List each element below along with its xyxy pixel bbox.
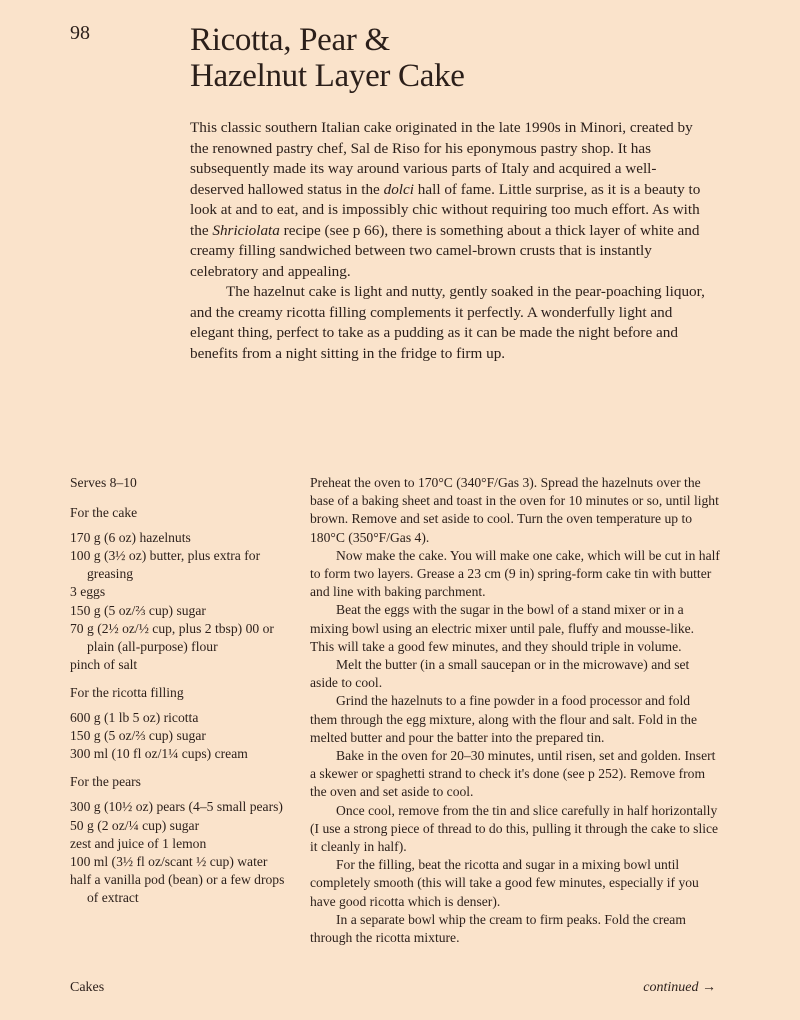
title-line-1: Ricotta, Pear &: [190, 22, 390, 58]
serves: Serves 8–10: [70, 475, 137, 490]
page-number: 98: [70, 22, 90, 44]
ingredient-item: 300 ml (10 fl oz/1¼ cups) cream: [70, 746, 248, 762]
arrow-right-icon: →: [702, 980, 716, 995]
intro-paragraph-1: [190, 118, 710, 282]
intro-p1-part-c: recipe (see p 66), there is something about a thick layer of white and creamy filling sandwiched between two camel-brown crusts that is instantly celebratory and appealing.: [190, 221, 700, 280]
ingredient-item: 150 g (5 oz/⅔ cup) sugar: [70, 602, 206, 618]
method-step: For the filling, beat the ricotta and sugar in a mixing bowl until completely smooth (this will take a good few minutes, especially if you have good ricotta which is denser).: [310, 857, 699, 909]
ingredient-item: half a vanilla pod (bean) or a few drops of extract: [70, 871, 285, 905]
ingredient-item: 170 g (6 oz) hazelnuts: [70, 530, 191, 546]
ingredient-item: 70 g (2½ oz/½ cup, plus 2 tbsp) 00 or plain (all-purpose) flour: [70, 620, 274, 654]
ingredient-list-pears: [70, 798, 295, 907]
method-column: [310, 474, 720, 947]
method-step: Beat the eggs with the sugar in the bowl of a stand mixer or in a mixing bowl using an electric mixer until pale, fluffy and mousse-like. This will take a good few minutes, and they should triple in volume.: [310, 602, 695, 654]
intro-italic-recipe: Shriciolata: [212, 221, 280, 239]
recipe-title: [190, 22, 465, 94]
section-name: Cakes: [70, 980, 105, 995]
ingredient-group-heading: For the cake: [70, 505, 138, 521]
intro-text: [190, 118, 710, 364]
ingredient-group-heading: For the pears: [70, 774, 141, 790]
ingredient-item: 3 eggs: [70, 584, 106, 600]
ingredient-group-heading: For the ricotta filling: [70, 684, 184, 700]
ingredient-item: 600 g (1 lb 5 oz) ricotta: [70, 710, 199, 726]
method-step: In a separate bowl whip the cream to firm peaks. Fold the cream through the ricotta mixture.: [310, 911, 686, 946]
method-step: Once cool, remove from the tin and slice carefully in half horizontally (I use a strong piece of thread to do this, pulling it through the cake to slice it cleanly in half).: [310, 802, 719, 855]
ingredient-item: pinch of salt: [70, 656, 138, 672]
intro-p1-part-a: This classic southern Italian cake originated in the late 1990s in Minori, created by the renowned pastry chef, Sal de Riso for his eponymous pastry shop. It has subsequently made its way around various parts of Italy and acquired a well-deserved hallowed status in the: [190, 119, 693, 198]
title-line-2: Hazelnut Layer Cake: [190, 58, 465, 94]
ingredient-list-filling: [70, 709, 295, 763]
ingredient-item: 100 g (3½ oz) butter, plus extra for greasing: [70, 548, 261, 582]
intro-p1-part-b: hall of fame. Little surprise, as it is a beauty to look at and to eat, and is impossibly chic without requiring too much effort. As with the: [190, 180, 701, 239]
continued-label: continued: [643, 980, 699, 995]
ingredient-item: 50 g (2 oz/¼ cup) sugar: [70, 817, 200, 833]
method-step: Now make the cake. You will make one cake, which will be cut in half to form two layers. Grease a 23 cm (9 in) spring-form cake tin with butter and line with baking parchment.: [310, 547, 720, 600]
ingredient-item: 100 ml (3½ fl oz/scant ½ cup) water: [70, 853, 268, 869]
method-step: Grind the hazelnuts to a fine powder in a food processor and fold them through the egg mixture, along with the flour and salt. Fold in the melted butter and pour the batter into the prepared tin.: [310, 693, 697, 745]
ingredient-item: 300 g (10½ oz) pears (4–5 small pears): [70, 799, 283, 815]
method-step: Bake in the oven for 20–30 minutes, until risen, set and golden. Insert a skewer or spaghetti strand to check it's done (see p 252). Remove from the oven and set aside to cool.: [310, 748, 716, 800]
ingredient-item: zest and juice of 1 lemon: [70, 835, 207, 851]
ingredients-column: [70, 474, 295, 917]
continued-link[interactable]: [643, 980, 716, 996]
ingredient-item: 150 g (5 oz/⅔ cup) sugar: [70, 728, 206, 744]
intro-italic-dolci: dolci: [383, 180, 414, 198]
method-step: Preheat the oven to 170°C (340°F/Gas 3). Spread the hazelnuts over the base of a baking sheet and toast in the oven for 10 minutes or so, until light brown. Remove and set aside to cool. Turn the oven temperature up to 180°C (350°F/Gas 4).: [310, 475, 719, 545]
method-step: Melt the butter (in a small saucepan or in the microwave) and set aside to cool.: [310, 657, 690, 691]
intro-paragraph-2: The hazelnut cake is light and nutty, gently soaked in the pear-poaching liquor, and the creamy ricotta filling complements it perfectly. A wonderfully light and elegant thing, perfect to take as a pudding as it can be made the night before and benefits from a night sitting in the fridge to firm up.: [190, 283, 705, 362]
ingredient-list-cake: [70, 529, 295, 674]
